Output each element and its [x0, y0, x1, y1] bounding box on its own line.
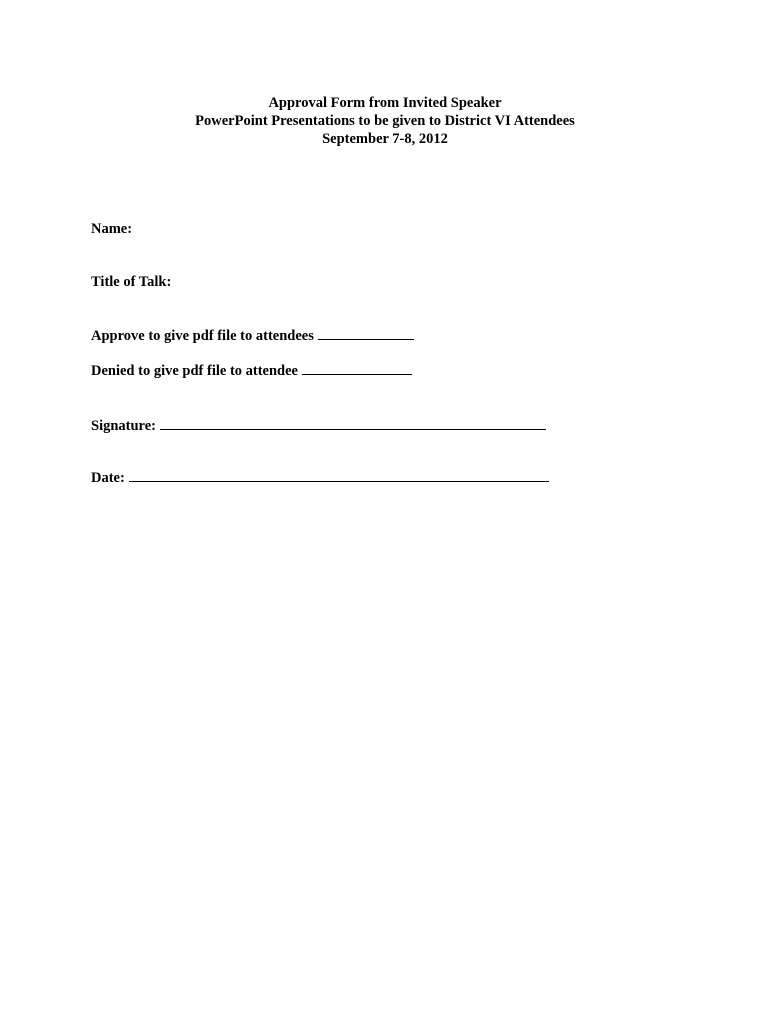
date-field	[91, 469, 549, 487]
title-of-talk-field	[91, 273, 171, 291]
title-of-talk-label: Title of Talk:	[91, 274, 172, 290]
approve-blank-line[interactable]	[318, 327, 414, 340]
date-label: Date:	[91, 470, 125, 486]
signature-label: Signature:	[91, 418, 156, 434]
signature-field	[91, 417, 546, 435]
denied-blank-line[interactable]	[302, 362, 412, 375]
name-label: Name:	[91, 221, 133, 237]
approve-field	[91, 327, 414, 345]
denied-label: Denied to give pdf file to attendee	[91, 363, 298, 379]
approve-label: Approve to give pdf file to attendees	[91, 328, 314, 344]
denied-field	[91, 362, 412, 380]
form-header	[0, 94, 770, 148]
signature-blank-line[interactable]	[160, 417, 546, 430]
name-field	[91, 220, 132, 238]
form-subtitle: PowerPoint Presentations to be given to District VI Attendees	[195, 113, 575, 129]
date-blank-line[interactable]	[129, 469, 549, 482]
form-dates: September 7-8, 2012	[322, 131, 448, 147]
form-title: Approval Form from Invited Speaker	[268, 95, 502, 111]
